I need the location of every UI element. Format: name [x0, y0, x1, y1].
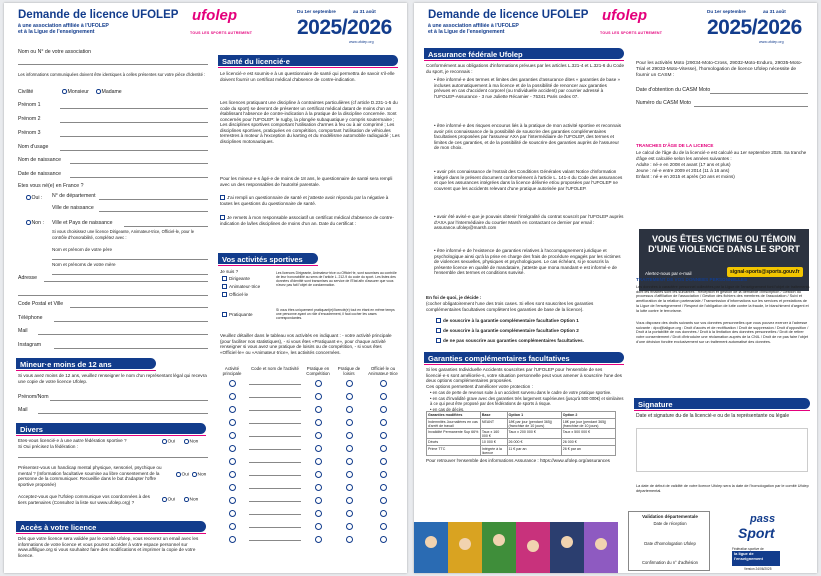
- radio-partners-no[interactable]: [184, 497, 189, 502]
- activity-code-input[interactable]: [249, 441, 301, 450]
- activity-radio[interactable]: [380, 510, 387, 517]
- validation-title: Validation départementale: [642, 514, 698, 519]
- civility-label: Civilité: [18, 89, 34, 95]
- season-from: Du 1er septembre: [297, 9, 336, 14]
- minor-name-input[interactable]: [50, 392, 208, 401]
- logo-tagline: TOUS LES SPORTS AUTREMENT: [190, 31, 253, 35]
- option-none-checkbox[interactable]: [436, 338, 441, 343]
- no-label: Non: [189, 497, 199, 503]
- subtitle-line-2: et à la Ligue de l'enseignement: [428, 29, 505, 35]
- guarantees-cell: NEANT: [480, 419, 507, 429]
- activity-radio[interactable]: [380, 445, 387, 452]
- radio-handicap-yes[interactable]: [176, 472, 181, 477]
- guarantees-cell: Taux x 200 000 €: [507, 429, 561, 439]
- complementary-text: Si les garanties Individuelle Accidents souscrites par l'UFOLEP pour l'ensemble de ses licencié·e·s sont améliorée·s, votre situation personnelle peut vous amener à souscrire l'une des deux options complémentaires proposées.: [426, 367, 622, 383]
- radio-born-no[interactable]: [26, 220, 31, 225]
- age-young: Jeune : né·e entre 2009 et 2014 (11 à 16 ans): [636, 168, 730, 173]
- guarantees-cell: Invalidité Permanente Sup 66%: [427, 429, 481, 439]
- insurance-decide-text: (cocher obligatoirement l'une des trois cases. Si elles sont souscrites les garanties complémentaires facultatives complètent les garanties de base de la licence).: [426, 301, 594, 312]
- role-director-label: Dirigeante: [229, 276, 250, 281]
- ufolep-logo: [600, 7, 663, 41]
- roles-question: Je suis ?: [220, 269, 239, 274]
- insurance-more: Pour retrouver l'ensemble des informations Assurance : https://www.ufolep.org/assurances: [426, 458, 610, 463]
- mail-label: Mail: [18, 328, 28, 334]
- complementary-item: • en cas d'invalidité grave avec des garanties très largement supérieures (jusqu'à 500 000€) et similaires à ce qui peut être proposé par des fédérations de sports à risque.: [430, 396, 624, 406]
- moto-date-input[interactable]: [710, 85, 808, 94]
- col-leisure: Pratique de loisirs: [337, 366, 361, 376]
- activity-radio[interactable]: [380, 471, 387, 478]
- insurance-bullet: • être informé·e des risques encourus liés à la pratique de mon activité sportive et reconnais avoir pris connaissance de la possibilité de souscrire des garanties complémentaires facultatives proposées par l'assureur AXA par l'intermédiaire de l'UFOLEP, des termes et limites de ces garanties, et de la possibilité de souscrire des garanties auprès de l'assureur de mon choix.: [434, 123, 621, 150]
- officer-note: Si vous choisissez une licence Dirigeante, Animateur-trice, Officiel-le, pour le contrôle d'honorabilité, complétez avec :: [52, 229, 195, 240]
- activity-radio[interactable]: [229, 432, 236, 439]
- guarantees-cell: Intégrée à la licence: [480, 446, 507, 456]
- activity-radio[interactable]: [315, 393, 322, 400]
- health-check-1[interactable]: [220, 195, 400, 206]
- activity-radio[interactable]: [346, 536, 353, 543]
- misc-q1b: Si Oui précisez la fédération :: [18, 444, 79, 449]
- radio-partners-yes[interactable]: [162, 497, 167, 502]
- minor-section-title: Mineur·e moins de 12 ans: [16, 358, 156, 369]
- age-child: Enfant : né·e en 2015 et après (10 ans et moins): [636, 174, 735, 179]
- activity-code-input[interactable]: [249, 480, 301, 489]
- activity-radio[interactable]: [229, 445, 236, 452]
- option-1[interactable]: [436, 318, 626, 324]
- col-competition: Pratique en Compétition: [306, 366, 330, 376]
- health-check-2-label: Je remets à mon responsable associatif un certificat médical d'absence de contre-indication de la/les disciplines de moins d'un an. Date du certificat :: [220, 215, 394, 226]
- radio-born-yes[interactable]: [26, 195, 31, 200]
- option-2[interactable]: [436, 328, 626, 334]
- field-label: Nom de naissance: [18, 157, 61, 163]
- field-label: Date de naissance: [18, 171, 61, 177]
- guarantees-cell: Garanties modifiées: [427, 412, 481, 419]
- mr-label: Monsieur: [67, 89, 89, 95]
- guarantees-row: [427, 419, 616, 429]
- signature-text: Date et signature du·de la licencié·e ou de la représentante ou légale: [636, 413, 790, 419]
- role-practitioner[interactable]: [222, 312, 253, 317]
- season-block: [297, 7, 401, 45]
- pass-sport-line-2: Sport: [738, 525, 775, 541]
- guarantees-cell: Option 1: [507, 412, 561, 419]
- partners-no[interactable]: [184, 497, 198, 503]
- banner-headline: VOUS ÊTES VICTIME OU TÉMOIN D'UNE VIOLENCE DANS LE SPORT: [648, 234, 800, 254]
- ligue-logo: [732, 551, 780, 566]
- guarantees-row: [427, 446, 616, 456]
- activities-section-title: Vos activités sportives: [218, 253, 318, 264]
- assoc-input[interactable]: [18, 56, 208, 65]
- minor-mail-label: Mail: [18, 407, 28, 413]
- misc-q1: Etes-vous licencié·e à une autre fédération sportive ?: [18, 438, 127, 443]
- season-block: [707, 7, 811, 45]
- activity-code-input[interactable]: [249, 376, 301, 385]
- country-label: Ville et Pays de naissance: [52, 220, 113, 226]
- activity-radio[interactable]: [229, 510, 236, 517]
- misc-q1-no[interactable]: [184, 439, 198, 445]
- address-label: Adresse: [18, 275, 38, 281]
- season-from: Du 1er septembre: [707, 9, 746, 14]
- usage-name-input[interactable]: [60, 142, 208, 151]
- validation-confirmation: Confirmation du n° d'adhésion: [641, 560, 699, 565]
- activity-radio[interactable]: [380, 432, 387, 439]
- sports-photos-strip: [414, 522, 618, 573]
- form-page-2: [414, 3, 817, 573]
- activity-radio[interactable]: [346, 484, 353, 491]
- guarantees-row: [427, 412, 616, 419]
- photo-figure: [425, 536, 437, 548]
- activity-radio[interactable]: [380, 497, 387, 504]
- role-animator-label: Animateur·trice: [229, 284, 261, 289]
- activity-code-input[interactable]: [249, 428, 301, 437]
- guarantees-cell: Prime TTC: [427, 446, 481, 456]
- activity-radio[interactable]: [229, 484, 236, 491]
- activity-radio[interactable]: [315, 458, 322, 465]
- health-check-1-label: J'ai rempli un questionnaire de santé et j'atteste avoir répondu par la négative à toutes les questions du questionnaire de santé.: [220, 195, 389, 206]
- guarantees-cell: 18€ par jour (pendant 365j) (franchise de 10 jours): [507, 419, 561, 429]
- firstname-2-input[interactable]: [60, 114, 208, 123]
- misc-q3: Acceptez-vous que l'Ufolep communique vos coordonnées à des tiers partenaires (Consultez la liste sur www.ufolep.org) ?: [18, 494, 150, 505]
- activity-radio[interactable]: [346, 458, 353, 465]
- activity-radio[interactable]: [380, 458, 387, 465]
- activity-radio[interactable]: [346, 432, 353, 439]
- activity-radio[interactable]: [346, 497, 353, 504]
- page-subtitle: [18, 23, 109, 35]
- season-year: 2025/2026: [707, 16, 802, 39]
- activity-radio[interactable]: [380, 484, 387, 491]
- activity-radio[interactable]: [315, 536, 322, 543]
- insurance-bullet: • avoir pris connaissance de l'extrait des Conditions Générales valant Notice d'information intégré dans le présent document conformément à l'article L. 141-4 du Code des assurances et que les assurances intégrées dans la licence délivrée et/ou proposées par l'UFOLEP ne couvrent que les accidents relevant d'une pratique autorisée par l'UFOLEP.: [434, 169, 623, 191]
- photo-figure: [493, 534, 505, 546]
- guarantees-cell: Décès: [427, 439, 481, 446]
- activity-radio[interactable]: [346, 419, 353, 426]
- validation-received: Date de réception: [653, 521, 687, 526]
- role-official-label: Officiel·le: [229, 292, 249, 297]
- activity-radio[interactable]: [229, 458, 236, 465]
- info-note: Les informations communiquées doivent être identiques à celles présentes sur votre pièce d'identité :: [18, 72, 206, 77]
- activity-code-input[interactable]: [249, 493, 301, 502]
- photo-3: [482, 522, 516, 573]
- role-practitioner-label: Pratiquante: [229, 312, 253, 317]
- other-fed-input[interactable]: [18, 449, 208, 458]
- handicap-no[interactable]: [192, 472, 206, 478]
- subtitle-line-1: à une association affiliée à l'UFOLEP: [428, 23, 519, 29]
- col-official: Officiel·le ou Animateur·trice: [368, 366, 398, 376]
- guarantees-cell: Taux x 160 000 €: [480, 429, 507, 439]
- activity-radio[interactable]: [229, 497, 236, 504]
- mail-input[interactable]: [38, 326, 208, 335]
- guarantees-row: [427, 429, 616, 439]
- assoc-label: Nom ou N° de votre association: [18, 49, 92, 55]
- civility-mr[interactable]: [62, 89, 89, 95]
- birthtown-label: Ville de naissance: [52, 205, 94, 211]
- born-france-label: Etes vous né(e) en France ?: [18, 183, 84, 189]
- season-to: au 31 août: [763, 9, 786, 14]
- guarantees-cell: 26 € par an: [561, 446, 615, 456]
- father-label: Nom et prénom de votre père: [52, 247, 113, 252]
- guarantees-cell: 18€ par jour (pendant 365j) (franchise de 10 jours): [561, 419, 615, 429]
- season-website: www.ufolep.org: [759, 40, 784, 44]
- activity-radio[interactable]: [315, 510, 322, 517]
- field-label: Prénom 2: [18, 116, 41, 122]
- health-text-3: Pour les mineur·e·s âgé·e de moins de 18 ans, le questionnaire de santé sera rempli avec un des responsables de l'autorité parentale.: [220, 176, 393, 187]
- option-none-label: de ne pas souscrire aux garanties complémentaires facultatives.: [443, 338, 584, 343]
- form-page-1: [4, 3, 407, 573]
- field-label: Nom d'usage: [18, 144, 49, 150]
- activity-radio[interactable]: [380, 393, 387, 400]
- guarantees-cell: Base: [480, 412, 507, 419]
- access-section-title: Accès à votre licence: [16, 521, 206, 532]
- activity-radio[interactable]: [346, 445, 353, 452]
- complementary-intro: Ces options permettent d'améliorer votre protection :: [426, 384, 533, 389]
- birth-date-input[interactable]: [70, 169, 208, 178]
- pass-sport-line-1: pass: [750, 513, 776, 525]
- col-main: Activité principale: [222, 366, 242, 376]
- tel-label: Téléphone: [18, 315, 43, 321]
- ligue-text: la ligue de l'enseignement: [734, 551, 763, 561]
- role-practitioner-checkbox[interactable]: [222, 312, 227, 317]
- rgpd-text: Les données à caractère personnel collectées par la Ligue de l'enseignement font l'objet de traitements dont les finalités sont les suivantes : Réception et gestion de la demande d'inscription / Gestion du processus d'affiliation de l'association / Gestion des fichiers des membres de l'association / Suivi et amélioration de la relation partenariale / Transmission d'informations sur les services et prestations de la Ligue de l'enseignement / Respect de l'obligation de lutte contre la fraude, le blanchiment d'argent et la lutte contre le terrorisme.: [636, 285, 810, 313]
- health-section-title: Santé du licencié·e: [218, 55, 398, 66]
- insurance-bullet: • avoir été avisé·e que je pouvais obtenir l'intégralité du contrat souscrit par l'UFOLEP auprès d'AXA par l'intermédiaire du courtier Marsh en contactant ce dernier par email : assurance.ufolep@marsh.com: [434, 214, 624, 230]
- banner-subtext: Alertez-nous par e-mail: [645, 271, 692, 276]
- photo-figure: [561, 536, 573, 548]
- role-official-checkbox[interactable]: [222, 292, 227, 297]
- moto-date-label: Date d'obtention du CASM Moto: [636, 87, 711, 93]
- field-label: Prénom 1: [18, 102, 41, 108]
- born-no-label: Non :: [31, 220, 44, 226]
- insta-input[interactable]: [54, 340, 208, 349]
- address-input[interactable]: [44, 273, 208, 282]
- signature-box[interactable]: [636, 428, 808, 472]
- activity-radio[interactable]: [346, 471, 353, 478]
- radio-other-fed-no[interactable]: [184, 439, 189, 444]
- handicap-yes[interactable]: [176, 472, 189, 478]
- civility-mme[interactable]: [96, 89, 122, 95]
- activity-radio[interactable]: [380, 419, 387, 426]
- partners-yes[interactable]: [162, 497, 175, 503]
- activity-radio[interactable]: [315, 523, 322, 530]
- yes-label: Oui: [167, 497, 175, 503]
- logo-text: ufolep: [602, 7, 647, 24]
- cp-input[interactable]: [70, 299, 208, 308]
- activity-radio[interactable]: [315, 471, 322, 478]
- activity-radio[interactable]: [315, 380, 322, 387]
- role-director[interactable]: [222, 276, 250, 281]
- minor-name-label: Prénom/Nom: [18, 394, 49, 400]
- subtitle-line-1: à une association affiliée à l'UFOLEP: [18, 23, 109, 29]
- minor-text: Si vous avez moins de 12 ans, veuillez renseigner le nom d'un représentant légal qui recevra une copie de votre licence Ufolep.: [18, 373, 207, 384]
- firstname-3-input[interactable]: [60, 128, 208, 137]
- logo-tagline: TOUS LES SPORTS AUTREMENT: [600, 31, 663, 35]
- activity-code-input[interactable]: [249, 454, 301, 463]
- dept-label: N° de département: [52, 193, 96, 199]
- activity-code-input[interactable]: [249, 519, 301, 528]
- born-yes-label: Oui :: [31, 195, 43, 201]
- guarantees-cell: Option 2: [561, 412, 615, 419]
- role-director-checkbox[interactable]: [222, 276, 227, 281]
- health-text-1: Le licencié·e est soumis·e à un questionnaire de santé qui permettra de savoir s'il·elle doivent fournir un certificat médical d'absence de contre-indication.: [220, 71, 395, 82]
- guarantees-row: [427, 439, 616, 446]
- option-none[interactable]: [436, 338, 626, 344]
- health-text-2: Les licences pratiquant une discipline à contraintes particulières (cf article D.231-1-5 du code du sport) se devront de présenter un certificat médical datant de moins d'un an établissant l'absence de contre-indication à la pratique de la discipline concernée. Sont concernés pour l'UFOLEP: le rugby, la plongée subaquatique y compris soutermaine ; Les disciplines sportives comportant l'utilisation d'armes à feu ou à air comprimé ; Les disciplines sportives, pratiquées en compétition, comportant l'utilisation de véhicules terrestres à moteur à l'exception du karting et du modélisme automobile radioguidé ; Les disciplines motonautiques.: [220, 100, 400, 144]
- age-adult: Adulte : né·e en 2008 et avant (17 ans et plus): [636, 162, 731, 167]
- birth-name-input[interactable]: [70, 155, 208, 164]
- activity-radio[interactable]: [380, 523, 387, 530]
- page-header: [4, 3, 407, 47]
- guarantees-table: [426, 411, 616, 456]
- mother-label: Nom et prénoms de votre mère: [52, 262, 116, 267]
- age-title: TRANCHES D'ÂGE DE LA LICENCE: [636, 143, 714, 148]
- activity-radio[interactable]: [346, 406, 353, 413]
- insurance-bullet: • être informé·e de l'existence de garanties relatives à l'accompagnement juridique et psychologique ainsi qu'à la prise en charge des frais de procédure engagés par les victimes de violences sexuelles, physiques et psychologiques. Le cas échéant, si je souscris la présente licence en qualité de mandataire, j'atteste que mona mandant·e est informé·e de l'ensemble des termes et conditions susvisé.: [434, 248, 621, 275]
- insurance-intro: Conformément aux obligations d'informations prévues par les articles L.321-4 et L.321-6 du Code du sport, je reconnais :: [426, 63, 625, 74]
- access-text: Dès que votre licence sera validée par le comité Ufolep, vous recevrez un email avec les informations de votre licence et vous pourrez accéder à votre espace personnel sur www.affiligue.org si vous souhaitez faire des modifications et imprimer la copie de votre licence.: [18, 536, 199, 558]
- activity-radio[interactable]: [346, 523, 353, 530]
- activity-code-input[interactable]: [249, 467, 301, 476]
- page-subtitle: [428, 23, 519, 35]
- signature-note: La date de début de validité de votre licence Ufolep sera la date de l'homologation par le comité Ufolep départemental.: [636, 484, 809, 493]
- photo-figure: [595, 538, 607, 550]
- photo-figure: [527, 540, 539, 552]
- activity-radio[interactable]: [315, 484, 322, 491]
- cp-label: Code Postal et Ville: [18, 301, 64, 307]
- dept-input[interactable]: [99, 191, 208, 200]
- option-2-checkbox[interactable]: [436, 328, 441, 333]
- guarantees-cell: 26 000 €: [507, 439, 561, 446]
- role-animator-checkbox[interactable]: [222, 284, 227, 289]
- activity-radio[interactable]: [315, 406, 322, 413]
- role-official[interactable]: [222, 292, 248, 297]
- activity-radio[interactable]: [229, 471, 236, 478]
- season-year: 2025/2026: [297, 16, 392, 39]
- activities-intro: Veuillez détailler dans le tableau vos activités en indiquant : - votre activité principale (pour faciliter nos statistiques), - si vous êtes «Pratiquant·e», pour chaque activité renseigner si vous avez une pratique de loisirs ou de compétition, - si vous êtes «Officiel·le» ou «Animateur·trice», les activités concernées.: [220, 333, 392, 355]
- insurance-bullet: • être informé·e des termes et limites des garanties d'assurance dites « garanties de base » incluses automatiquement à ma licence et de la possibilité de renoncer aux garanties prévues en cas d'accident corporel (ou Individuelle accident) par courrier adressé à l'UFOLEP-Assurance - 3 rue Juliette Récamier - 75341 Paris cedex 07.: [434, 77, 621, 99]
- season-website: www.ufolep.org: [349, 40, 374, 44]
- roles-note: Les licences Dirigeante, Animateur·trice ou Officiel·le, sont soumises au contrôle de leur honorabilité au sens de l'article L. 212-9 du code du sport. Les listes des données d'identité sont transmises au service de l'Etat afin d'assurer que vous n'avez pas fait l'objet de condamnation.: [276, 271, 397, 287]
- ligue-label: Fédération sportive de: [732, 547, 764, 551]
- born-yes[interactable]: [26, 195, 42, 201]
- no-label: Non: [189, 439, 199, 445]
- option-2-label: de souscrire à la garantie complémentaire facultative Option 2: [443, 328, 579, 333]
- activity-code-input[interactable]: [249, 389, 301, 398]
- complementary-item: • en cas de perte de revenus suite à un accident survenu dans le cadre de votre pratique sportive.: [430, 390, 612, 395]
- activity-radio[interactable]: [315, 445, 322, 452]
- misc-q1-yes[interactable]: [162, 439, 175, 445]
- activity-radio[interactable]: [229, 406, 236, 413]
- yes-label: Oui: [167, 439, 175, 445]
- pass-sport-logo: [732, 513, 800, 549]
- moto-text: Pour les activités Moto (29034-Moto-Cross, 29032-Moto-Enduro, 29035-Moto-Trial et 29033-Moto-Vitesse), l'homologation de licence Ufolep nécessite de fournir un CASM :: [636, 61, 803, 78]
- activity-radio[interactable]: [229, 419, 236, 426]
- validation-homologation: Date d'homologation Ufolep: [644, 541, 696, 546]
- activity-radio[interactable]: [229, 536, 236, 543]
- guarantees-cell: 26 000 €: [561, 439, 615, 446]
- roles-note-2: Si vous êtes uniquement pratiquant(e)/licencié(e) tout en étant en même temps une personne ayant un rôle d'encadrement, il faut cocher les cases correspondantes.: [276, 308, 395, 320]
- field-label: Prénom 3: [18, 130, 41, 136]
- activity-radio[interactable]: [346, 380, 353, 387]
- radio-handicap-no[interactable]: [192, 472, 197, 477]
- moto-num-label: Numéro du CASM Moto: [636, 100, 692, 106]
- country-input[interactable]: [124, 218, 208, 227]
- activity-radio[interactable]: [346, 510, 353, 517]
- rgpd-title: TRAITEMENT DE VOS DONNEES PERSONNELLES: [636, 277, 748, 282]
- misc-section-title: Divers: [16, 423, 206, 434]
- complementary-section-title: Garanties complémentaires facultatives: [424, 352, 624, 363]
- activity-radio[interactable]: [315, 419, 322, 426]
- radio-mr[interactable]: [62, 89, 67, 94]
- birthtown-input[interactable]: [99, 203, 208, 212]
- activity-code-input[interactable]: [249, 532, 301, 541]
- mme-label: Madame: [101, 89, 122, 95]
- activity-radio[interactable]: [229, 380, 236, 387]
- tel-input[interactable]: [54, 313, 208, 322]
- activity-radio[interactable]: [346, 393, 353, 400]
- moto-num-input[interactable]: [694, 98, 808, 107]
- health-check-2[interactable]: [220, 215, 400, 226]
- misc-handicap: Présentez-vous un handicap mental physique, sensoriel, psychique ou mental ? (Information facultative soumise au libre consentement de la personne de la communiquer. Recueillie dans le but d'adapter l'offre sportive proposée): [18, 465, 162, 487]
- page-header: [414, 3, 817, 47]
- firstname-1-input[interactable]: [60, 100, 208, 109]
- rgpd-text-2: Vous disposez des droits suivants sur vos données personnelles que vous pouvez exercer à l'adresse suivante : dpo@laligue.org : Droit d'accès et de rectification / Droit de suppression / Droit d'opposition / Droit à la portabilité de vos données / Droit à la limitation des données personnelles / Droit de retirer votre consentement / Droit d'introduire une réclamation auprès de la CNIL / Droit de ne pas faire l'objet d'une décision fondée exclusivement sur un traitement automatisé des données.: [636, 321, 809, 344]
- father-input[interactable]: [52, 251, 208, 260]
- logo-text: ufolep: [192, 7, 237, 24]
- photo-figure: [459, 538, 471, 550]
- col-code: Code et nom de l'activité: [251, 366, 299, 371]
- signature-section-title: Signature: [634, 398, 810, 409]
- activity-radio[interactable]: [380, 536, 387, 543]
- option-1-label: de souscrire à la garantie complémentaire facultative Option 1: [443, 318, 579, 323]
- activity-code-input[interactable]: [249, 402, 301, 411]
- guarantees-cell: 11 € par an: [507, 446, 561, 456]
- activity-code-input[interactable]: [249, 506, 301, 515]
- guarantees-cell: Indemnités Journalières en cas d'arrêt de travail: [427, 419, 481, 429]
- age-text: Le calcul de l'âge du de la licencié·e est calculé au 1er septembre 2025. Sa tranche d'âge est calculée selon les années suivantes :: [636, 150, 807, 161]
- role-animator[interactable]: [222, 284, 260, 289]
- insta-label: Instagram: [18, 342, 42, 348]
- version: Version 24/06/2025: [744, 567, 772, 571]
- complementary-item: • en cas de décès.: [430, 407, 465, 412]
- minor-mail-input[interactable]: [38, 405, 208, 414]
- page-title: Demande de licence UFOLEP: [18, 9, 179, 21]
- activity-radio[interactable]: [229, 523, 236, 530]
- validation-box: [628, 511, 710, 571]
- activity-radio[interactable]: [380, 380, 387, 387]
- radio-mme[interactable]: [96, 89, 101, 94]
- guarantees-cell: Taux x 500 000 €: [561, 429, 615, 439]
- season-to: au 31 août: [353, 9, 376, 14]
- insurance-decide-title: En foi de quoi, je décide :: [426, 295, 482, 300]
- guarantees-cell: 10 000 €: [480, 439, 507, 446]
- activity-radio[interactable]: [380, 406, 387, 413]
- banner-email[interactable]: signal-sports@sports.gouv.fr: [727, 267, 803, 277]
- activity-radio[interactable]: [315, 497, 322, 504]
- no-label: Non: [197, 472, 207, 478]
- born-no[interactable]: [26, 220, 44, 226]
- activity-radio[interactable]: [229, 393, 236, 400]
- radio-other-fed-yes[interactable]: [162, 439, 167, 444]
- yes-label: Oui: [181, 472, 189, 478]
- activity-code-input[interactable]: [249, 415, 301, 424]
- address-input-2[interactable]: [18, 287, 208, 296]
- subtitle-line-2: et à la Ligue de l'enseignement: [18, 29, 95, 35]
- option-1-checkbox[interactable]: [436, 318, 441, 323]
- page-title: Demande de licence UFOLEP: [428, 9, 589, 21]
- insurance-section-title: Assurance fédérale Ufolep: [424, 48, 624, 59]
- ufolep-logo: [190, 7, 253, 41]
- activity-radio[interactable]: [315, 432, 322, 439]
